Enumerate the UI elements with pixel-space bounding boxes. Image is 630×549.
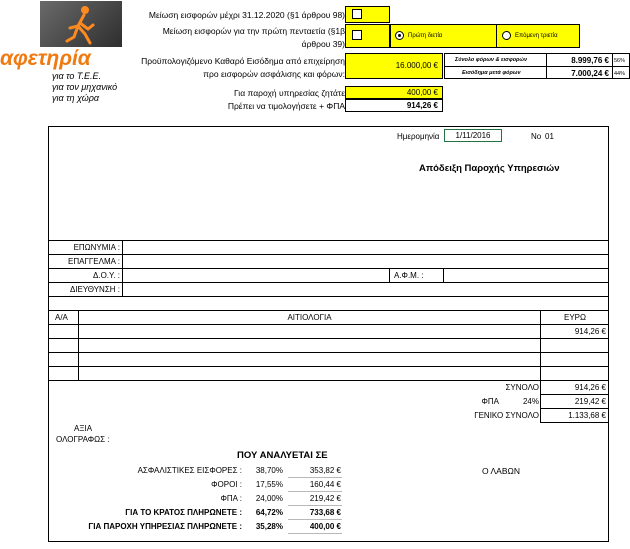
breakdown-amount-taxes: 160,44 € [309,480,341,489]
next-3yrs-radio[interactable] [502,31,511,40]
invoice-value: 914,26 € [406,101,438,110]
vat-row-pct: 24% [522,397,539,406]
date-label: Ημερομηνία [397,132,440,141]
col-aa-header: Α/Α [55,313,68,322]
income-after-label: Εισόδημα μετά φόρων [462,70,521,76]
income-after-pct: 44% [614,71,626,77]
vat-number-field[interactable] [444,269,608,282]
breakdown-label-vat: ΦΠΑ : [220,494,242,503]
logo-tagline-2: για τον μηχανικό [52,82,118,92]
col-reason-header: ΑΙΤΙΟΛΟΓΙΑ [287,313,332,322]
runner-icon [40,1,122,47]
words-label-2: ΟΛΟΓΡΑΦΩΣ : [56,435,110,444]
grand-total-label: ΓΕΝΙΚΟ ΣΥΝΟΛΟ [474,411,539,420]
address-field[interactable] [123,283,608,296]
receipt-no-value: 01 [545,132,554,141]
requested-label: Για παροχή υπηρεσίας ζητάτε [233,88,345,98]
first-2yrs-label: Πρώτη διετία [408,33,443,39]
net-income-value: 16.000,00 € [395,61,438,70]
vat-row-label: ΦΠΑ [481,397,499,406]
income-after-value: 7.000,24 € [571,69,609,78]
vat-row-value: 219,42 € [574,397,606,406]
total-taxes-label: Σύνολο φόρων & εισφορών [455,57,528,63]
next-3yrs-label: Επόμενη τριετία [515,33,558,39]
receipt-title: Απόδειξη Παροχής Υπηρεσιών [419,163,560,174]
reduction-2020-checkbox[interactable] [352,9,362,19]
profession-field[interactable] [123,255,608,268]
requested-value: 400,00 € [406,88,438,97]
logo-tagline-3: για τη χώρα [52,93,100,103]
net-income-label-1: Προϋπολογιζόμενο Καθαρό Εισόδημα από επιχείρηση [141,56,345,66]
breakdown-pct-state: 64,72% [255,508,283,517]
breakdown-label-contributions: ΑΣΦΑΛΙΣΤΙΚΕΣ ΕΙΣΦΟΡΕΣ : [137,466,242,475]
subtotal-label: ΣΥΝΟΛΟ [505,383,539,392]
breakdown-amount-service: 400,00 € [309,522,341,531]
logo-brand: αφετηρία [0,47,91,70]
reduction-5yr-label-2: άρθρου 39) [301,39,345,49]
vat-number-label: Α.Φ.Μ. : [394,271,424,280]
breakdown-label-state: ΓΙΑ ΤΟ ΚΡΑΤΟΣ ΠΛΗΡΩΝΕΤΕ : [125,508,242,517]
reduction-5yr-label-1: Μείωση εισφορών για την πρώτη πενταετία (§1β [162,26,345,36]
total-taxes-pct: 56% [614,58,626,64]
reduction-5yr-checkbox[interactable] [352,30,362,40]
total-taxes-value: 8.999,76 € [571,56,609,65]
grand-total-value: 1.133,68 € [568,411,606,420]
reduction-2020-label: Μείωση εισφορών μέχρι 31.12.2020 (§1 άρθρου 98) [148,10,345,20]
breakdown-label-service: ΓΙΑ ΠΑΡΟΧΗ ΥΠΗΡΕΣΙΑΣ ΠΛΗΡΩΝΕΤΕ : [88,522,242,531]
logo [0,0,125,104]
amount-in-words-field[interactable] [120,424,608,446]
breakdown-pct-contributions: 38,70% [255,466,283,475]
words-label-1: ΑΞΙΑ [74,424,93,433]
subtotal-value: 914,26 € [574,383,606,392]
breakdown-pct-taxes: 17,55% [255,480,283,489]
tax-office-field[interactable] [123,269,389,282]
date-field[interactable] [444,129,502,142]
name-label: ΕΠΩΝΥΜΙΑ : [73,243,120,252]
breakdown-pct-service: 35,28% [255,522,283,531]
receiver-label: Ο ΛΑΒΩΝ [482,466,521,476]
invoice-label: Πρέπει να τιμολογήσετε + ΦΠΑ [227,101,345,111]
logo-tagline-1: για το Τ.Ε.Ε. [52,71,102,81]
profession-label: ΕΠΑΓΓΕΛΜΑ : [68,257,120,266]
invoice-cell [345,99,443,112]
breakdown-amount-state: 733,68 € [309,508,341,517]
requested-input[interactable] [345,86,443,99]
date-value: 1/11/2016 [455,131,491,140]
period-option-divider [496,24,497,48]
tax-office-label: Δ.Ο.Υ. : [93,271,120,280]
breakdown-title: ΠΟΥ ΑΝΑΛΥΕΤΑΙ ΣΕ [237,450,328,461]
name-field[interactable] [123,241,608,254]
address-label: ΔΙΕΥΘΥΝΣΗ : [69,285,120,294]
breakdown-label-taxes: ΦΟΡΟΙ : [211,480,242,489]
breakdown-pct-vat: 24,00% [255,494,283,503]
breakdown-amount-contributions: 353,82 € [309,466,341,475]
breakdown-amount-vat: 219,42 € [309,494,341,503]
net-income-input[interactable] [345,53,443,79]
col-euro-header: ΕΥΡΩ [564,313,586,322]
line1-amount: 914,26 € [574,327,606,336]
first-2yrs-radio[interactable] [395,31,404,40]
net-income-label-2: προ εισφορών ασφάλισης και φόρων: [203,69,345,79]
receipt-no-label: No [531,132,542,141]
